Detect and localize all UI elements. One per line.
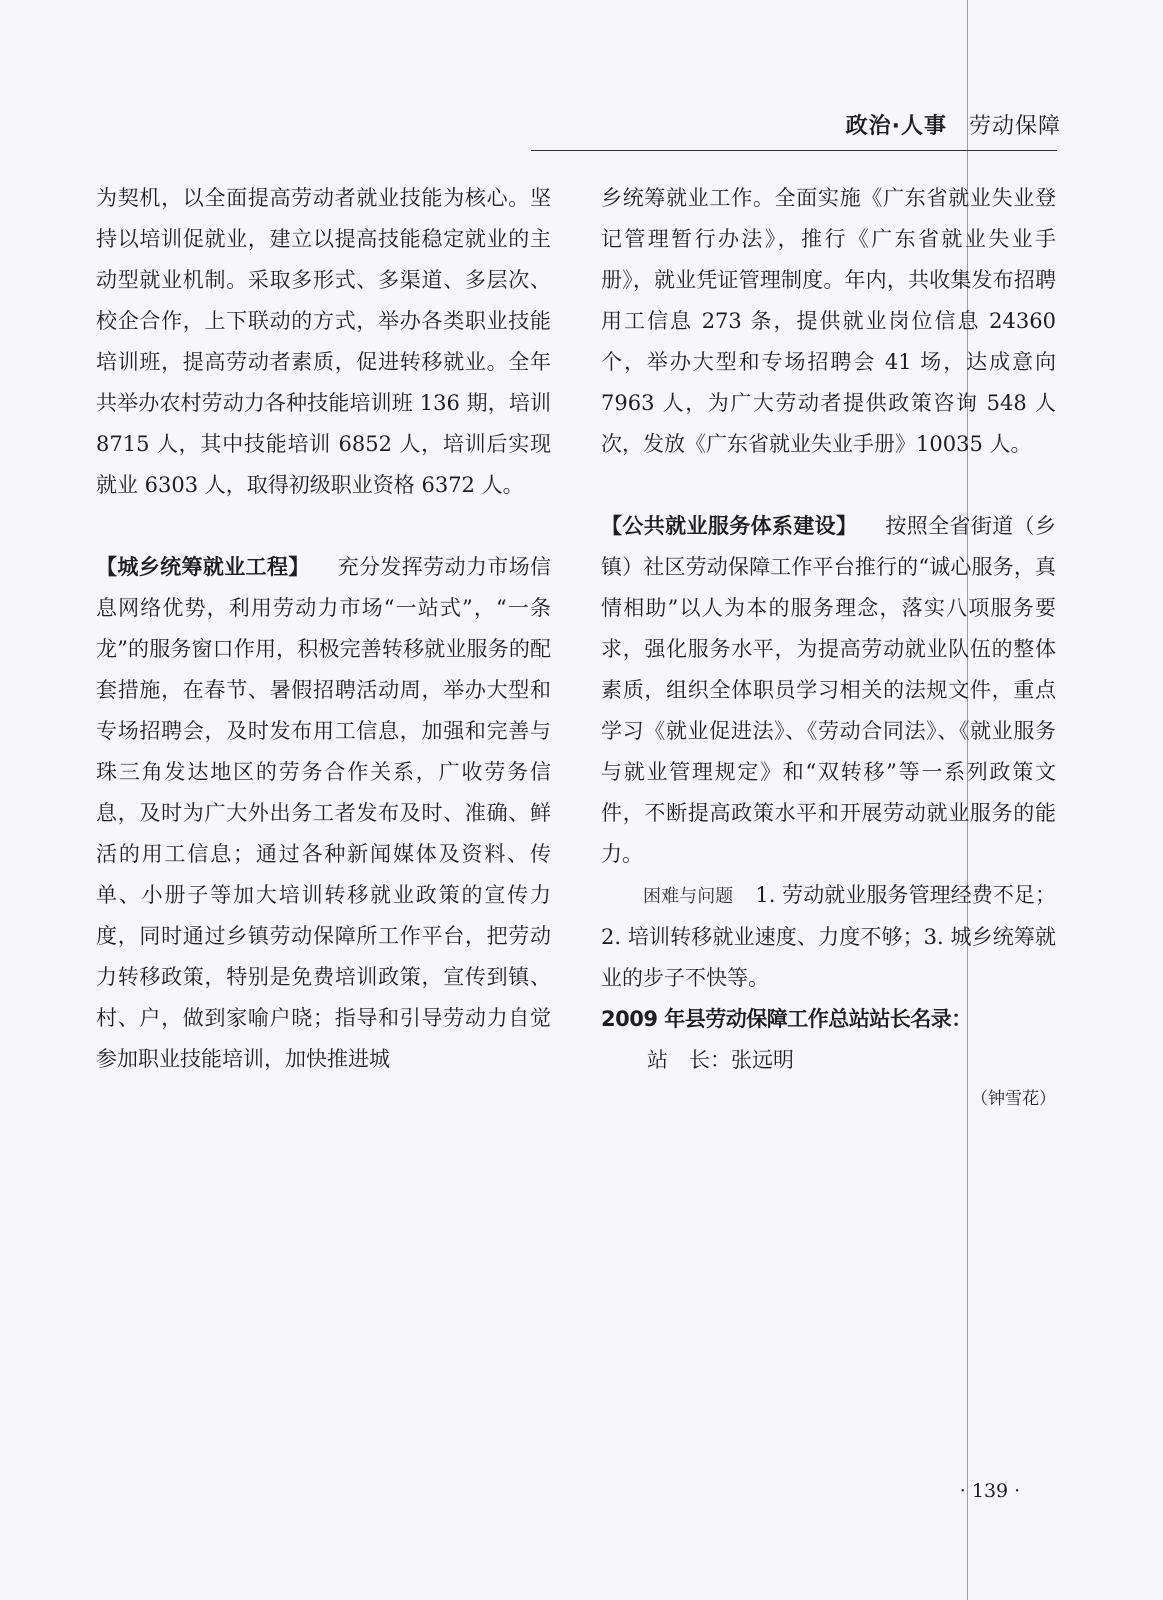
page-number: · 139 ·	[959, 1480, 1021, 1502]
left-column	[96, 178, 551, 1080]
running-head-section: 政治·人事	[845, 114, 947, 139]
paragraph-gap	[601, 465, 1056, 506]
roster-entry	[601, 1040, 1056, 1081]
urban-rural-body: 充分发挥劳动力市场信息网络优势，利用劳动力市场“一站式”，“一条龙”的服务窗口作用，积极完善转移就业服务的配套措施，在春节、暑假招聘活动周，举办大型和专场招聘会，及时发布用工信息，加强和完善与珠三角发达地区的劳务合作关系，广收劳务信息，及时为广大外出务工者发布及时、准确、鲜活的用工信息；通过各种新闻媒体及资料、传单、小册子等加大培训转移就业政策的宣传力度，同时通过乡镇劳动保障所工作平台，把劳动力转移政策，特别是免费培训政策，宣传到镇、村、户，做到家喻户晓；指导和引导劳动力自觉参加职业技能培训，加快推进城	[96, 555, 552, 1071]
public-service-section	[601, 506, 1056, 875]
right-column	[601, 178, 1056, 1117]
header-rule	[531, 150, 1057, 151]
problems-body: 1. 劳动就业服务管理经费不足；2. 培训转移就业速度、力度不够；3. 城乡统筹就业的步子不快等。	[601, 883, 1056, 990]
author-credit: （钟雪花）	[971, 1089, 1056, 1109]
urban-rural-section	[96, 547, 551, 1080]
urban-rural-heading: 【城乡统筹就业工程】	[96, 555, 310, 579]
public-service-body: 按照全省街道（乡镇）社区劳动保障工作平台推行的“诚心服务，真情相助”以人为本的服务理念，落实八项服务要求，强化服务水平，为提高劳动就业队伍的整体素质，组织全体职员学习相关的法规文件，重点学习《就业促进法》、《劳动合同法》、《就业服务与就业管理规定》和“双转移”等一系列政策文件，不断提高政策水平和开展劳动就业服务的能力。	[601, 514, 1057, 866]
intro-paragraph: 为契机，以全面提高劳动者就业技能为核心。坚持以培训促就业，建立以提高技能稳定就业的主动型就业机制。采取多形式、多渠道、多层次、校企合作，上下联动的方式，举办各类职业技能培训班，提高劳动者素质，促进转移就业。全年共举办农村劳动力各种技能培训班 136 期，培训 8715 人，其中技能培训 6852 人，培训后实现就业 6303 人，取得初级职业资格 6372 人。	[96, 186, 551, 497]
paragraph-gap	[96, 506, 551, 547]
running-head-subsection: 劳动保障	[968, 114, 1061, 139]
running-head	[531, 109, 1061, 140]
problems-label: 困难与问题	[643, 886, 734, 907]
continued-paragraph: 乡统筹就业工作。全面实施《广东省就业失业登记管理暂行办法》，推行《广东省就业失业手册》，就业凭证管理制度。年内，共收集发布招聘用工信息 273 条，提供就业岗位信息 24360 个，举办大型和专场招聘会 41 场，达成意向 7963 人，为广大劳动者提供政策咨询 548 人次，发放《广东省就业失业手册》10035 人。	[601, 186, 1056, 456]
roster-role: 站 长：	[647, 1048, 731, 1072]
problems-paragraph	[601, 875, 1056, 999]
roster-name: 张远明	[731, 1048, 794, 1072]
roster-title: 2009 年县劳动保障工作总站站长名录：	[601, 1007, 972, 1031]
public-service-heading: 【公共就业服务体系建设】	[601, 514, 858, 538]
